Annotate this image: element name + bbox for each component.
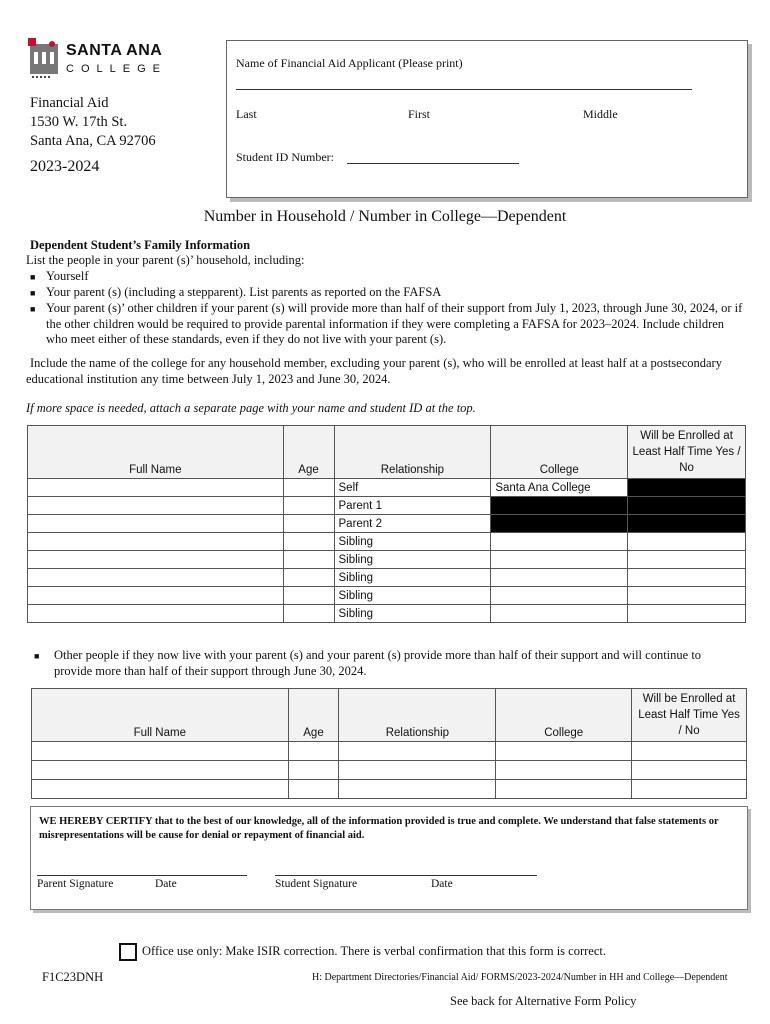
blocked-cell — [628, 515, 746, 533]
full-name-cell[interactable] — [28, 605, 284, 623]
award-year: 2023-2024 — [30, 158, 100, 175]
header-full-name: Full Name — [28, 426, 284, 479]
table-row — [28, 587, 746, 605]
relationship-cell: Sibling — [334, 569, 491, 587]
college-cell[interactable] — [496, 780, 632, 799]
certification-box — [30, 806, 748, 910]
table-row — [28, 551, 746, 569]
enrolled-cell[interactable] — [628, 551, 746, 569]
age-cell[interactable] — [283, 515, 334, 533]
college-cell[interactable] — [491, 587, 628, 605]
header-relationship: Relationship — [339, 689, 496, 742]
college-cell: Santa Ana College — [491, 479, 628, 497]
section-heading: Dependent Student’s Family Information — [30, 238, 251, 252]
back-note: See back for Alternative Form Policy — [450, 994, 637, 1008]
age-cell[interactable] — [288, 742, 339, 761]
student-id-field[interactable] — [347, 163, 519, 164]
enrolled-cell[interactable] — [628, 587, 746, 605]
college-cell[interactable] — [496, 761, 632, 780]
other-people-table — [31, 688, 747, 799]
age-cell[interactable] — [283, 497, 334, 515]
bullet-icon: ■ — [30, 304, 36, 314]
student-date-label: Date — [431, 878, 453, 890]
table-row — [28, 515, 746, 533]
full-name-cell[interactable] — [28, 587, 284, 605]
relationship-cell: Sibling — [334, 587, 491, 605]
header-age: Age — [283, 426, 334, 479]
college-cell[interactable] — [491, 533, 628, 551]
blocked-cell — [628, 479, 746, 497]
relationship-cell: Sibling — [334, 605, 491, 623]
parent-date-label: Date — [155, 878, 177, 890]
form-code: F1C23DNH — [42, 970, 104, 984]
enrolled-cell[interactable] — [628, 569, 746, 587]
relationship-cell: Parent 2 — [334, 515, 491, 533]
applicant-info-box — [226, 40, 748, 198]
middle-label: Middle — [583, 107, 618, 121]
relationship-cell[interactable] — [339, 761, 496, 780]
street-address: 1530 W. 17th St. — [30, 114, 128, 130]
college-note: Include the name of the college for any household member, excluding your parent (s), who will be enrolled at least half at a postsecondary educational institution any time between July 1, 2023 and June 30, 2024. — [26, 356, 722, 386]
blocked-cell — [491, 515, 628, 533]
student-signature-line[interactable] — [275, 875, 537, 876]
full-name-cell[interactable] — [32, 761, 289, 780]
logo-college: COLLEGE — [66, 63, 167, 75]
bullet-icon: ■ — [30, 272, 36, 282]
college-cell[interactable] — [491, 605, 628, 623]
enrolled-cell[interactable] — [632, 780, 747, 799]
header-college: College — [496, 689, 632, 742]
bullet-siblings: Your parent (s)’ other children if your parent (s) will provide more than half of their support from July 1, 2023, through June 30, 2024, or if the other children would be required to provide parental information if they were completing a FAFSA for 2023–2024. Include children who meet either of these standards, even if they do not live with your parent (s). — [46, 301, 743, 346]
enrolled-cell[interactable] — [628, 533, 746, 551]
relationship-cell: Parent 1 — [334, 497, 491, 515]
table-row — [32, 780, 747, 799]
table-row — [28, 605, 746, 623]
student-signature-label: Student Signature — [275, 878, 358, 890]
age-cell[interactable] — [283, 551, 334, 569]
age-cell[interactable] — [283, 605, 334, 623]
city-address: Santa Ana, CA 92706 — [30, 133, 156, 149]
age-cell[interactable] — [283, 569, 334, 587]
age-cell[interactable] — [283, 479, 334, 497]
header-enrolled: Will be Enrolled at Least Half Time Yes / No — [632, 689, 747, 742]
logo-name: SANTA ANA — [66, 42, 163, 59]
blocked-cell — [628, 497, 746, 515]
bullet-icon: ■ — [30, 288, 36, 298]
full-name-cell[interactable] — [28, 515, 284, 533]
header-relationship: Relationship — [334, 426, 491, 479]
table-row — [28, 479, 746, 497]
college-cell[interactable] — [496, 742, 632, 761]
relationship-cell: Self — [334, 479, 491, 497]
header-full-name: Full Name — [32, 689, 289, 742]
header-enrolled: Will be Enrolled at Least Half Time Yes / No — [628, 426, 746, 479]
table-row — [28, 497, 746, 515]
certification-text: WE HEREBY CERTIFY that to the best of our knowledge, all of the information provided is true and complete. We understand that false statements or misrepresentations will be cause for denial or repayment of financial aid. — [39, 816, 719, 841]
college-cell[interactable] — [491, 551, 628, 569]
full-name-cell[interactable] — [32, 742, 289, 761]
applicant-name-field[interactable] — [236, 89, 692, 90]
bullet-parents: Your parent (s) (including a stepparent). List parents as reported on the FAFSA — [46, 285, 442, 299]
full-name-cell[interactable] — [28, 569, 284, 587]
bullet-icon: ■ — [34, 651, 40, 661]
last-label: Last — [236, 107, 257, 121]
table-row — [28, 569, 746, 587]
table-row — [32, 761, 747, 780]
college-logo-icon — [28, 38, 60, 80]
office-use-text: Office use only: Make ISIR correction. There is verbal confirmation that this form is correct. — [142, 944, 606, 958]
header-age: Age — [288, 689, 339, 742]
enrolled-cell[interactable] — [632, 761, 747, 780]
age-cell[interactable] — [283, 533, 334, 551]
parent-signature-line[interactable] — [37, 875, 247, 876]
office-use-checkbox[interactable] — [119, 943, 137, 961]
table-row — [32, 742, 747, 761]
bullet-yourself: Yourself — [46, 269, 89, 283]
enrolled-cell[interactable] — [632, 742, 747, 761]
file-path: H: Department Directories/Financial Aid/ FORMS/2023-2024/Number in HH and College—Dependent — [312, 972, 728, 983]
full-name-cell[interactable] — [28, 479, 284, 497]
age-cell[interactable] — [283, 587, 334, 605]
full-name-cell[interactable] — [28, 533, 284, 551]
first-label: First — [408, 107, 431, 121]
blocked-cell — [491, 497, 628, 515]
parent-signature-label: Parent Signature — [37, 878, 114, 890]
age-cell[interactable] — [288, 780, 339, 799]
relationship-cell[interactable] — [339, 780, 496, 799]
relationship-cell[interactable] — [339, 742, 496, 761]
header-college: College — [491, 426, 628, 479]
applicant-name-label: Name of Financial Aid Applicant (Please print) — [236, 56, 463, 70]
space-note: If more space is needed, attach a separate page with your name and student ID at the top. — [26, 401, 476, 415]
full-name-cell[interactable] — [32, 780, 289, 799]
college-cell[interactable] — [491, 569, 628, 587]
other-people-bullet: Other people if they now live with your parent (s) and your parent (s) provide more than half of their support and will continue to provide more than half of their support through June 30, 2024. — [54, 648, 702, 678]
form-title: Number in Household / Number in College—Dependent — [203, 208, 567, 225]
intro-text: List the people in your parent (s)’ household, including: — [26, 253, 305, 267]
full-name-cell[interactable] — [28, 497, 284, 515]
student-id-label: Student ID Number: — [236, 150, 334, 164]
household-table — [27, 425, 746, 623]
relationship-cell: Sibling — [334, 551, 491, 569]
age-cell[interactable] — [288, 761, 339, 780]
full-name-cell[interactable] — [28, 551, 284, 569]
table-row — [28, 533, 746, 551]
office-name: Financial Aid — [30, 95, 109, 111]
enrolled-cell[interactable] — [628, 605, 746, 623]
relationship-cell: Sibling — [334, 533, 491, 551]
